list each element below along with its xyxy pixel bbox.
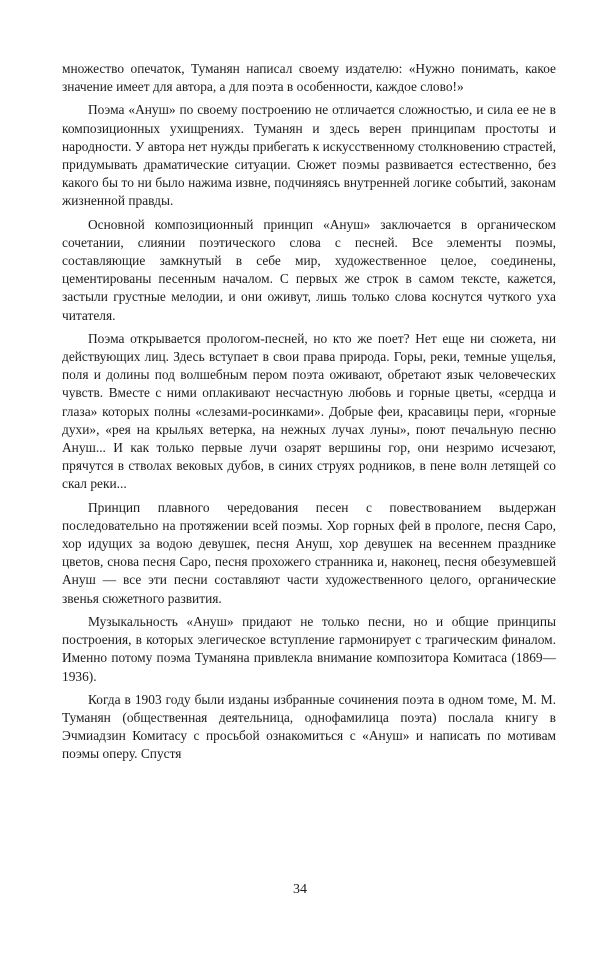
paragraph-songs: Принцип плавного чередования песен с повествованием выдержан последовательно на протяжении всей поэмы. Хор горных фей в прологе, песня Саро, хор идущих за водою девушек, песня Ануш, хор девушек на весеннем празднике цветов, снова песня Саро, песня прохожего странника и, наконец, песня обезумевшей Ануш — все эти песни составляют части художественного целого, органические звенья сюжетного развития. (62, 499, 556, 606)
paragraph-continuation: множество опечаток, Туманян написал своему издателю: «Нужно понимать, какое значение имеет для автора, а для поэта в особенности, каждое слово!» (62, 61, 556, 95)
page-number: 34 (293, 882, 307, 897)
paragraph-komitas: Когда в 1903 году были изданы избранные сочинения поэта в одном томе, М. М. Туманян (общественная деятельница, однофамилица поэта) послала книгу в Эчмиадзин Комитасу с просьбой ознакомиться с «Ануш» и написать по мотивам поэмы оперу. Спустя (62, 691, 556, 762)
paragraph-prologue: Поэма открывается прологом-песней, но кто же поет? Нет еще ни сюжета, ни действующих лиц. Здесь вступает в свои права природа. Горы, реки, темные ущелья, поля и долины под волшебным пером поэта оживают, обретают язык человеческих чувств. Вместе с ними оплакивают несчастную любовь и горные цветы, «сердца и глаза» которых полны «слезами-росинками». Добрые феи, красавицы пери, «горные духи», «рея на крыльях ветерка, на нежных лучах луны», поют печальную песню Ануш... И как только первые лучи озарят вершины гор, они незримо исчезают, прячутся в стволах вековых дубов, в синих струях родников, в пене волн летящей со скал реки... (62, 330, 556, 492)
paragraph-principle: Основной композиционный принцип «Ануш» заключается в органическом сочетании, слиянии поэтического слова с песней. Все элементы поэмы, составляющие замкнутый в себе мир, художественное целое, соединены, цементированы песенным началом. С первых же строк в самом тексте, кажется, застыли грустные мелодии, и они оживут, лишь только слова коснутся чуткого уха читателя. (62, 216, 556, 323)
paragraph-composition: Поэма «Ануш» по своему построению не отличается сложностью, и сила ее не в композиционных ухищрениях. Туманян и здесь верен принципам простоты и народности. У автора нет нужды прибегать к искусственному столкновению страстей, придумывать драматические ситуации. Сюжет поэмы развивается естественно, без какого бы то ни было нажима извне, подчиняясь внутренней логике событий, законам жизненной правды. (62, 102, 556, 209)
page-body (62, 60, 556, 769)
paragraph-musicality: Музыкальность «Ануш» придают не только песни, но и общие принципы построения, в которых элегическое вступление гармонирует с трагическим финалом. Именно потому поэма Туманяна привлекла внимание композитора Комитаса (1869—1936). (62, 613, 556, 684)
